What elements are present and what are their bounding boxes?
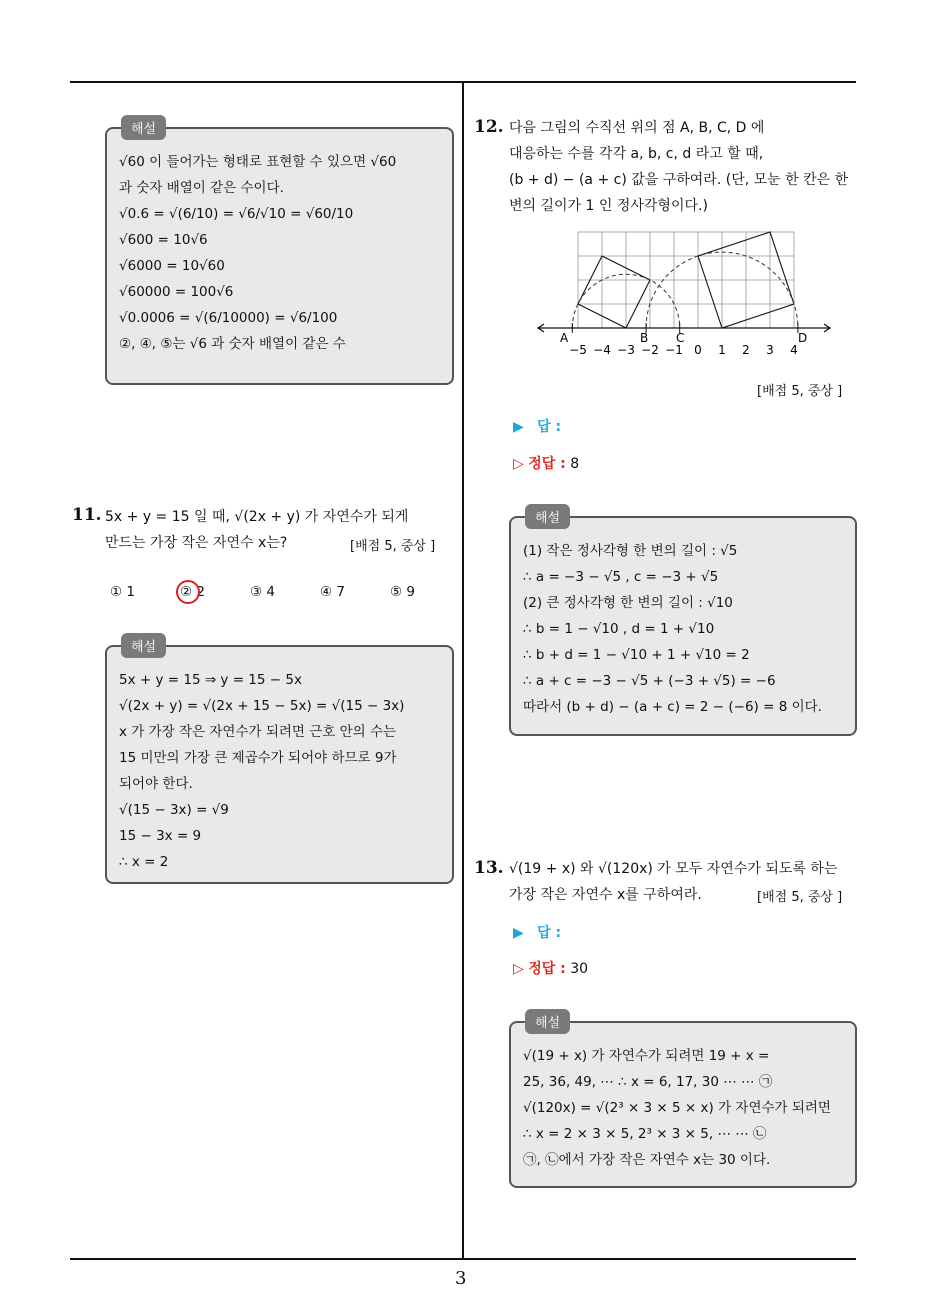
solution-line: ②, ④, ⑤는 √6 과 숫자 배열이 같은 수 [119,336,346,352]
solution-line: 되어야 한다. [119,776,193,792]
bottom-rule [70,1258,856,1260]
question-12-line3: (b + d) − (a + c) 값을 구하여라. (단, 모눈 한 칸은 한 [509,172,849,188]
solution-line: 25, 36, 49, ⋯ ∴ x = 6, 17, 30 ⋯ ⋯ ㉠ [523,1074,773,1090]
solution-line: ∴ x = 2 [119,854,169,870]
answer-row-13 [513,922,561,942]
tick-label: 3 [766,343,774,357]
question-11-line1: 5x + y = 15 일 때, √(2x + y) 가 자연수가 되게 [105,509,409,525]
question-11-score: [배점 5, 중상 ] [350,539,436,554]
choice-3[interactable]: ③ 4 [250,584,275,600]
tick-label: −3 [617,343,635,357]
solution-line: √(19 + x) 가 자연수가 되려면 19 + x = [523,1048,770,1064]
tick-label: −2 [641,343,659,357]
tick-label: 0 [694,343,702,357]
solution-box-10 [105,122,454,385]
solution-lines [523,1043,843,1173]
question-13-score: [배점 5, 중상 ] [757,890,843,905]
choice-1[interactable]: ① 1 [110,584,135,600]
answer-label: 답 : [537,925,562,941]
solution-lines [523,538,843,720]
solution-box-13 [509,1016,857,1188]
question-number-13: 13. [474,858,504,878]
solution-line: ㉠, ㉡에서 가장 작은 자연수 x는 30 이다. [523,1152,771,1168]
question-12-line4: 변의 길이가 1 인 정사각형이다.) [509,198,708,214]
solution-lines [119,149,440,357]
solution-box-12 [509,511,857,736]
correct-arrow-icon: ▷ [513,961,524,977]
selected-answer-circle [176,580,200,604]
point-label-b: B [640,331,649,345]
solution-line: ∴ a + c = −3 − √5 + (−3 + √5) = −6 [523,673,776,689]
question-11-choices [110,584,450,608]
solution-line: ∴ x = 2 × 3 × 5, 2³ × 3 × 5, ⋯ ⋯ ㉡ [523,1126,767,1142]
question-12-line2: 대응하는 수를 각각 a, b, c, d 라고 할 때, [509,146,764,162]
point-label-d: D [798,331,808,345]
question-12-score: [배점 5, 중상 ] [757,384,843,399]
tick-label: −1 [665,343,683,357]
correct-value: 8 [570,456,580,472]
question-13-line1: √(19 + x) 와 √(120x) 가 모두 자연수가 되도록 하는 [509,861,838,877]
solution-line: √(2x + y) = √(2x + 15 − 5x) = √(15 − 3x) [119,698,405,714]
solution-line: √(15 − 3x) = √9 [119,802,229,818]
solution-line: 과 숫자 배열이 같은 수이다. [119,180,284,196]
column-divider [462,82,464,1260]
solution-line: √60 이 들어가는 형태로 표현할 수 있으면 √60 [119,154,397,170]
answer-row-12 [513,416,561,436]
solution-line: √(120x) = √(2³ × 3 × 5 × x) 가 자연수가 되려면 [523,1100,831,1116]
grid [578,232,794,328]
solution-line: ∴ a = −3 − √5 , c = −3 + √5 [523,569,719,585]
solution-line: x 가 가장 작은 자연수가 되려면 근호 안의 수는 [119,724,397,740]
choice-5[interactable]: ⑤ 9 [390,584,415,600]
answer-label: 답 : [537,419,562,435]
choice-4[interactable]: ④ 7 [320,584,345,600]
solution-line: √60000 = 100√6 [119,284,234,300]
solution-line: √6000 = 10√60 [119,258,225,274]
solution-line: 15 미만의 가장 큰 제곱수가 되어야 하므로 9가 [119,750,397,766]
answer-arrow-icon: ▶ [513,419,524,435]
correct-value: 30 [570,961,589,977]
solution-line: 5x + y = 15 ⇒ y = 15 − 5x [119,672,302,688]
correct-arrow-icon: ▷ [513,456,524,472]
question-12-line1: 다음 그림의 수직선 위의 점 A, B, C, D 에 [509,120,765,136]
compass-arcs [572,252,798,328]
tick-label: −4 [593,343,611,357]
tick-label: 4 [790,343,798,357]
tick-labels [569,343,798,357]
question-number-11: 11. [72,505,102,525]
solution-line: ∴ b + d = 1 − √10 + 1 + √10 = 2 [523,647,750,663]
choice-2[interactable]: ② 2 [180,584,205,600]
point-label-c: C [676,331,685,345]
solution-line: √600 = 10√6 [119,232,208,248]
point-label-a: A [560,331,569,345]
solution-line: (2) 큰 정사각형 한 변의 길이 : √10 [523,595,733,611]
tick-label: 1 [718,343,726,357]
question-13-line2: 가장 작은 자연수 x를 구하여라. [509,887,702,903]
solution-tag: 해설 [121,633,166,658]
solution-line: √0.0006 = √(6/10000) = √6/100 [119,310,338,326]
solution-line: 따라서 (b + d) − (a + c) = 2 − (−6) = 8 이다. [523,699,822,715]
small-square [578,256,650,328]
solution-lines [119,667,440,875]
correct-label: 정답 : [528,456,566,472]
correct-answer-row-13 [513,958,588,978]
solution-line: ∴ b = 1 − √10 , d = 1 + √10 [523,621,715,637]
solution-line: 15 − 3x = 9 [119,828,202,844]
solution-tag: 해설 [525,504,570,529]
number-line-figure [530,225,840,360]
question-11-line2: 만드는 가장 작은 자연수 x는? [105,535,288,551]
question-number-12: 12. [474,117,504,137]
solution-line: √0.6 = √(6/10) = √6/√10 = √60/10 [119,206,354,222]
page-number: 3 [455,1268,467,1289]
solution-line: (1) 작은 정사각형 한 변의 길이 : √5 [523,543,738,559]
answer-arrow-icon: ▶ [513,925,524,941]
tick-label: −5 [569,343,587,357]
solution-tag: 해설 [525,1009,570,1034]
solution-tag: 해설 [121,115,166,140]
solution-box-11 [105,640,454,884]
tick-label: 2 [742,343,750,357]
correct-answer-row-12 [513,453,579,473]
correct-label: 정답 : [528,961,566,977]
